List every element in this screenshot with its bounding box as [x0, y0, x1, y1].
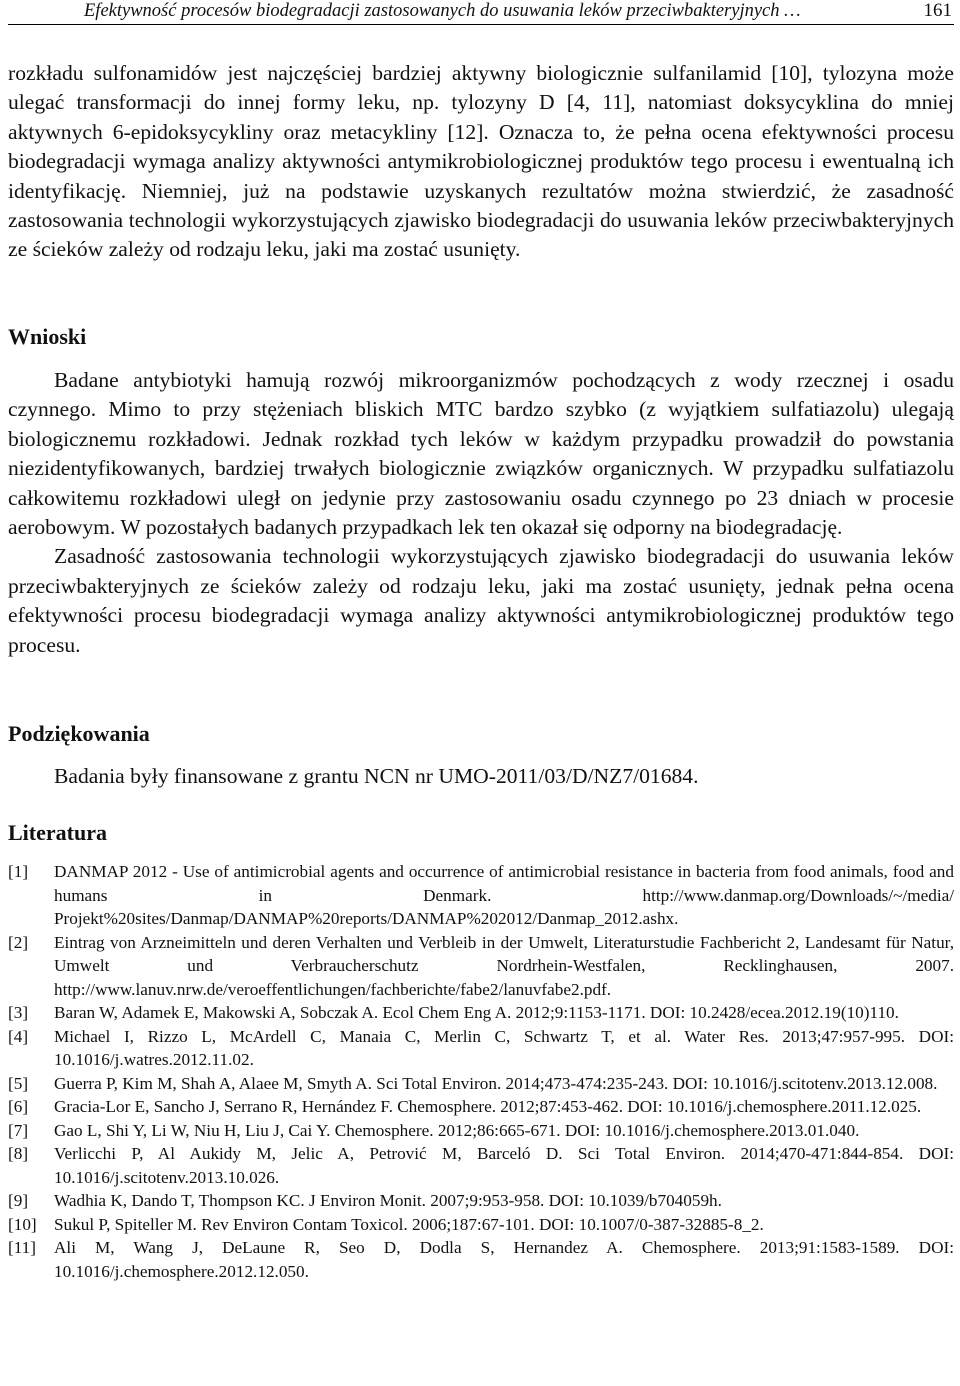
- reference-number: [3]: [8, 1003, 29, 1022]
- reference-item: [8, 1142, 954, 1189]
- reference-item: [8, 1213, 954, 1237]
- reference-item: [8, 1119, 954, 1143]
- reference-number: [6]: [8, 1097, 29, 1116]
- acknowledgements-paragraph: Badania były finansowane z grantu NCN nr UMO-2011/03/D/NZ7/01684.: [54, 764, 699, 788]
- reference-text: Gracia-Lor E, Sancho J, Serrano R, Hernández F. Chemosphere. 2012;87:453-462. DOI: 10.1016/j.chemosphere.2011.12.025.: [54, 1097, 922, 1116]
- reference-item: [8, 1095, 954, 1119]
- page-number: 161: [923, 0, 952, 21]
- reference-number: [8]: [8, 1144, 29, 1163]
- reference-text: Wadhia K, Dando T, Thompson KC. J Environ Monit. 2007;9:953-958. DOI: 10.1039/b704059h.: [54, 1191, 722, 1210]
- conclusions-paragraph-1: Badane antybiotyki hamują rozwój mikroorganizmów pochodzących z wody rzecznej i osadu czynnego. Mimo to przy stężeniach bliskich MTC bardzo szybko (z wyjątkiem sulfatiazolu) ulegają biologicznemu rozkładowi. Jednak rozkład tych leków w każdym przypadku prowadził do powstania niezidentyfikowanych, bardziej trwałych biologicznie związków organicznych. W przypadku sulfatiazolu całkowitemu rozkładowi uległ on jedynie przy zastosowaniu osadu czynnego po 23 dniach w procesie aerobowym. W pozostałych badanych przypadkach lek ten okazał się odporny na biodegradację.: [8, 368, 954, 540]
- reference-number: [11]: [8, 1238, 36, 1257]
- reference-number: [10]: [8, 1214, 37, 1234]
- reference-list: [8, 860, 954, 1283]
- reference-text: Sukul P, Spiteller M. Rev Environ Contam Toxicol. 2006;187:67-101. DOI: 10.1007/0-387-32885-8_2.: [54, 1214, 764, 1234]
- reference-item: [8, 860, 954, 931]
- reference-text: Verlicchi P, Al Aukidy M, Jelic A, Petrović M, Barceló D. Sci Total Environ. 2014;470-471:844-854. DOI: 10.1016/j.scitotenv.2013.10.026.: [54, 1144, 954, 1187]
- conclusions-heading: Wnioski: [8, 324, 87, 349]
- reference-text: Gao L, Shi Y, Li W, Niu H, Liu J, Cai Y. Chemosphere. 2012;86:665-671. DOI: 10.1016/j.chemosphere.2013.01.040.: [54, 1120, 860, 1140]
- reference-text: DANMAP 2012 - Use of antimicrobial agents and occurrence of antimicrobial resistance in bacteria from food animals, food and humans in Denmark. http://www.danmap.org/Downloads/~/media/ Projekt%20sites/Danmap/DANMAP%20reports/DANMAP%202012/Danmap_2012.ashx.: [54, 862, 954, 928]
- reference-number: [1]: [8, 862, 29, 881]
- conclusions-paragraph-2: Zasadność zastosowania technologii wykorzystujących zjawisko biodegradacji do usuwania leków przeciwbakteryjnych ze ścieków zależy od rodzaju leku, jaki ma zostać usunięty, jednak pełna ocena efektywności procesu biodegradacji wymaga analizy aktywności antymikrobiologicznej produktów tego procesu.: [8, 544, 954, 657]
- reference-number: [9]: [8, 1191, 29, 1210]
- running-title: Efektywność procesów biodegradacji zastosowanych do usuwania leków przeciwbakteryjnych …: [84, 1, 801, 21]
- reference-item: [8, 1025, 954, 1072]
- reference-text: Ali M, Wang J, DeLaune R, Seo D, Dodla S, Hernandez A. Chemosphere. 2013;91:1583-1589. DOI: 10.1016/j.chemosphere.2012.12.050.: [54, 1238, 954, 1281]
- running-header: [8, 0, 954, 25]
- reference-number: [2]: [8, 932, 29, 952]
- reference-item: [8, 931, 954, 1002]
- conclusions-text: [8, 366, 954, 660]
- reference-item: [8, 1189, 954, 1213]
- literature-heading: Literatura: [8, 820, 107, 845]
- reference-number: [4]: [8, 1026, 29, 1046]
- acknowledgements-heading: Podziękowania: [8, 721, 150, 746]
- acknowledgements-text: [8, 762, 954, 791]
- reference-text: Baran W, Adamek E, Makowski A, Sobczak A. Ecol Chem Eng A. 2012;9:1153-1171. DOI: 10.2428/ecea.2012.19(10)110.: [54, 1003, 899, 1022]
- reference-item: [8, 1236, 954, 1283]
- intro-paragraph: rozkładu sulfonamidów jest najczęściej bardziej aktywny biologicznie sulfanilamid [10], tylozyna może ulegać transformacji do innej formy leku, np. tylozyny D [4, 11], natomiast doksycyklina do mniej aktywnych 6-epidoksycykliny oraz metacykliny [12]. Oznacza to, że pełna ocena efektywności procesu biodegradacji wymaga analizy aktywności antymikrobiologicznej produktów tego procesu i ewentualną ich identyfikację. Niemniej, już na podstawie uzyskanych rezultatów można stwierdzić, że zasadność zastosowania technologii wykorzystujących zjawisko biodegradacji do usuwania leków przeciwbakteryjnych ze ścieków zależy od rodzaju leku, jaki ma zostać usunięty.: [8, 61, 954, 262]
- reference-number: [5]: [8, 1073, 29, 1093]
- reference-item: [8, 1001, 954, 1025]
- reference-number: [7]: [8, 1120, 29, 1140]
- reference-text: Guerra P, Kim M, Shah A, Alaee M, Smyth A. Sci Total Environ. 2014;473-474:235-243. DOI: 10.1016/j.scitotenv.2013.12.008.: [54, 1073, 938, 1093]
- reference-item: [8, 1072, 954, 1096]
- reference-text: Eintrag von Arzneimitteln und deren Verhalten und Verbleib in der Umwelt, Literaturstudie Fachbericht 2, Landesamt für Natur, Umwelt und Verbraucherschutz Nordrhein-Westfalen, Recklinghausen, 2007. http://www.lanuv.nrw.de/veroeffentlichungen/fachberichte/fabe2/lanuvfabe2.pdf.: [54, 932, 954, 999]
- intro-text: [8, 59, 954, 265]
- reference-text: Michael I, Rizzo L, McArdell C, Manaia C, Merlin C, Schwartz T, et al. Water Res. 2013;47:957-995. DOI: 10.1016/j.watres.2012.11.02.: [54, 1026, 954, 1069]
